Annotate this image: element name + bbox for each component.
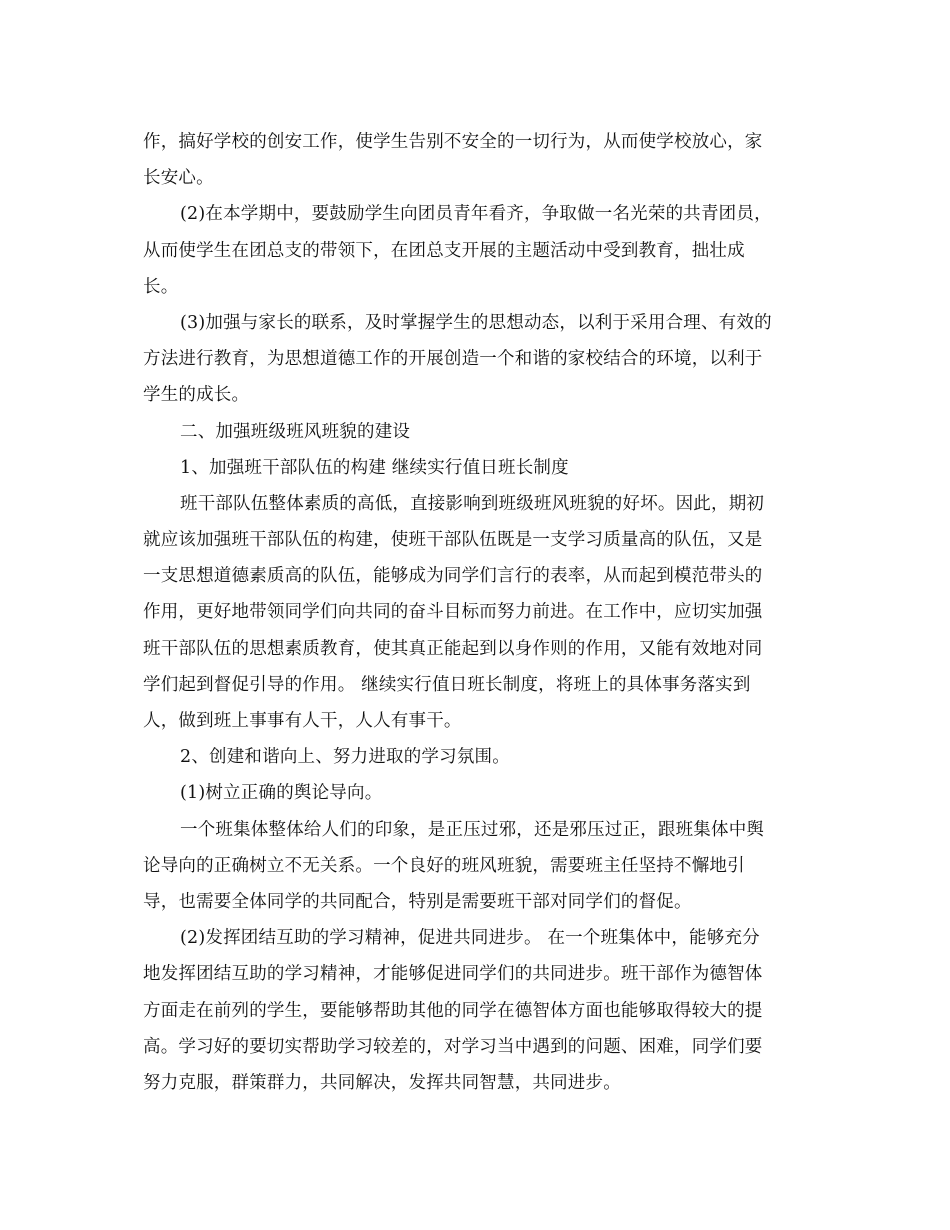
text-line: 班干部队伍整体素质的高低，直接影响到班级班风班貌的好坏。因此，期初 [180,493,765,514]
text-line: 长安心。 [143,168,214,189]
body-text [143,124,803,1101]
text-line: 努力克服，群策群力，共同解决，发挥共同智慧，共同进步。 [143,1072,621,1093]
text-line: 班干部队伍的思想素质教育，使其真正能起到以身作则的作用，又能有效地对同 [143,638,763,659]
text-line: 论导向的正确树立不无关系。一个良好的班风班貌，需要班主任坚持不懈地引 [143,855,745,876]
text-line: (2)在本学期中，要鼓励学生向团员青年看齐，争取做一名光荣的共青团员， [180,204,772,225]
text-line: 一个班集体整体给人们的印象，是正压过邪，还是邪压过正，跟班集体中舆 [180,819,765,840]
text-line: 从而使学生在团总支的带领下，在团总支开展的主题活动中受到教育，拙壮成 [143,240,745,261]
text-line: 就应该加强班干部队伍的构建，使班干部队伍既是一支学习质量高的队伍，又是 [143,530,763,551]
text-line: 人，做到班上事事有人干，人人有事干。 [143,711,462,731]
text-line: 高。学习好的要切实帮助学习较差的，对学习当中遇到的问题、困难，同学们要 [143,1036,763,1057]
text-line: 2、创建和谐向上、努力进取的学习氛围。 [180,747,510,768]
text-line: 作，搞好学校的创安工作，使学生告别不安全的一切行为，从而使学校放心，家 [143,132,763,152]
text-line: 学生的成长。 [143,385,250,406]
text-line: 长。 [143,276,179,297]
text-line: 方法进行教育，为思想道德工作的开展创造一个和谐的家校结合的环境，以利于 [143,349,763,370]
text-line: 导，也需要全体同学的共同配合，特别是需要班干部对同学们的督促。 [143,891,692,912]
text-line: (2)发挥团结互助的学习精神，促进共同进步。 在一个班集体中，能够充分 [180,928,760,949]
text-line: 1、加强班干部队伍的构建 继续实行值日班长制度 [180,457,569,478]
text-line: 一支思想道德素质高的队伍，能够成为同学们言行的表率，从而起到模范带头的 [143,566,763,587]
text-line: (3)加强与家长的联系，及时掌握学生的思想动态，以利于采用合理、有效的 [180,312,772,333]
text-line: 方面走在前列的学生，要能够帮助其他的同学在德智体方面也能够取得较大的提 [143,1000,763,1021]
text-line: 地发挥团结互助的学习精神，才能够促进同学们的共同进步。班干部作为德智体 [143,964,763,985]
text-line: 学们起到督促引导的作用。 继续实行值日班长制度，将班上的具体事务落实到 [143,674,751,695]
text-line: (1)树立正确的舆论导向。 [180,783,383,804]
text-line: 作用，更好地带领同学们向共同的奋斗目标而努力前进。在工作中，应切实加强 [143,602,763,623]
text-line: 二、加强班级班风班貌的建设 [180,421,411,442]
